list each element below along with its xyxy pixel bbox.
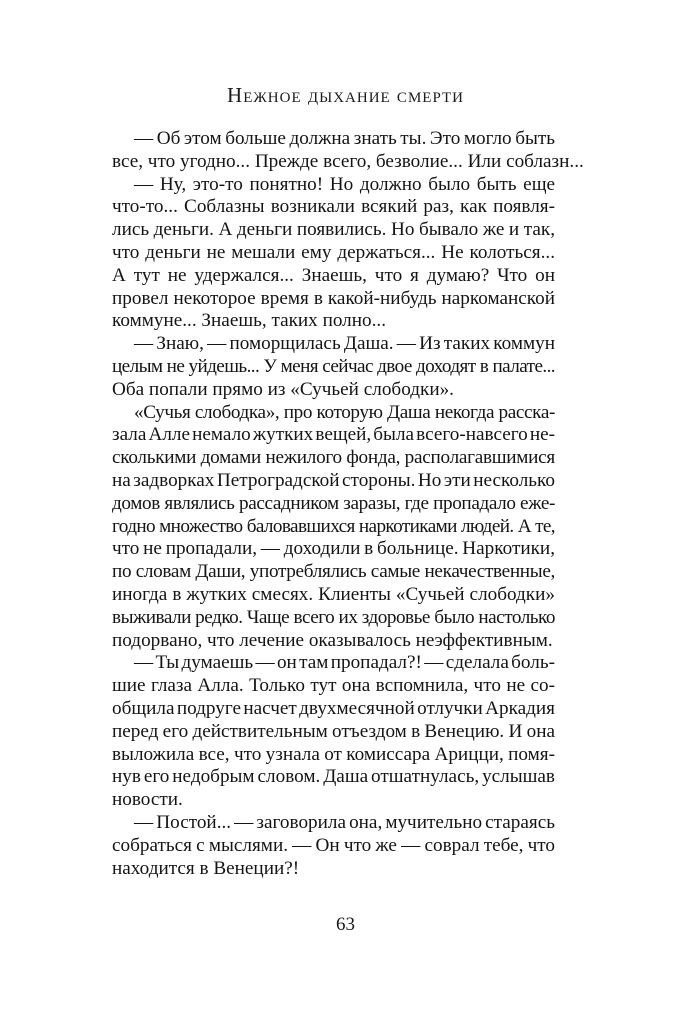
text-line: находится в Венеции?! — [112, 857, 300, 879]
paragraph — [90, 174, 555, 334]
text-line: перед его действительным отъездом в Венецию. И она — [112, 720, 555, 742]
text-line: «Сучья слободка», про которую Даша некогда расска- — [134, 401, 555, 423]
text-line: по словам Даши, употреблялись самые некачественные, — [112, 561, 555, 583]
text-line: коммуне... Знаешь, таких полно... — [112, 310, 387, 332]
text-line: Оба попали прямо из «Сучьей слободки». — [112, 378, 454, 400]
body-text — [90, 128, 584, 880]
text-line: все, что угодно... Прежде всего, безволие... Или соблазн... — [112, 150, 584, 172]
text-line: А тут не удержался... Знаешь, что я думаю? Что он — [112, 264, 555, 286]
text-line: провел некоторое время в какой-нибудь наркоманской — [112, 287, 555, 309]
paragraph — [90, 652, 555, 812]
text-line: что деньги не мешали ему держаться... Не колоться... — [112, 241, 555, 263]
text-line: — Об этом больше должна знать ты. Это могло быть — [134, 128, 555, 149]
page-number: 63 — [336, 914, 355, 935]
text-line: выложила все, что узнала от комиссара Арицци, помя- — [112, 743, 555, 765]
text-line: иногда в жутких смесях. Клиенты «Сучьей слободки» — [112, 583, 555, 605]
text-line: лись деньги. А деньги появились. Но бывало же и так, — [112, 219, 555, 241]
text-line: новости. — [112, 789, 183, 811]
running-title: Нежное дыхание смерти — [227, 83, 464, 107]
text-line: на задворках Петроградской стороны. Но эти несколько — [112, 469, 555, 491]
text-line: нув его недобрым словом. Даша отшатнулась, услышав — [112, 766, 555, 788]
text-line: — Ну, это-то понятно! Но должно было быть еще — [134, 173, 555, 195]
text-line: сколькими домами нежилого фонда, располагавшимися — [112, 447, 555, 469]
text-line: что-то... Соблазны возникали всякий раз, как появля- — [112, 196, 555, 218]
text-line: собраться с мыслями. — Он что же — соврал тебе, что — [112, 834, 555, 856]
paragraph — [90, 402, 555, 653]
text-line: зала Алле немало жутких вещей, была всего-навсего не- — [112, 424, 555, 446]
paragraph — [90, 128, 584, 174]
text-line: шие глаза Алла. Только тут она вспомнила, что не со- — [112, 675, 555, 697]
text-line: общила подруге насчет двухмесячной отлучки Аркадия — [112, 697, 555, 719]
text-line: домов являлись рассадником заразы, где пропадало еже- — [112, 492, 555, 514]
text-line: — Постой... — заговорила она, мучительно стараясь — [134, 811, 555, 833]
text-line: целым не уйдешь... У меня сейчас двое доходят в палате... — [112, 355, 555, 377]
paragraph — [90, 812, 555, 880]
text-line: выживали редко. Чаще всего их здоровье было настолько — [112, 606, 555, 628]
text-line: подорвано, что лечение оказывалось неэффективным. — [112, 629, 553, 651]
text-line: что не пропадали, — доходили в больнице. Наркотики, — [112, 538, 555, 560]
paragraph — [90, 333, 555, 401]
text-line: годно множество баловавшихся наркотиками людей. А те, — [112, 515, 555, 537]
text-line: — Ты думаешь — он там пропадал?! — сделала боль- — [134, 652, 555, 674]
text-line: — Знаю, — поморщилась Даша. — Из таких коммун — [134, 333, 555, 355]
